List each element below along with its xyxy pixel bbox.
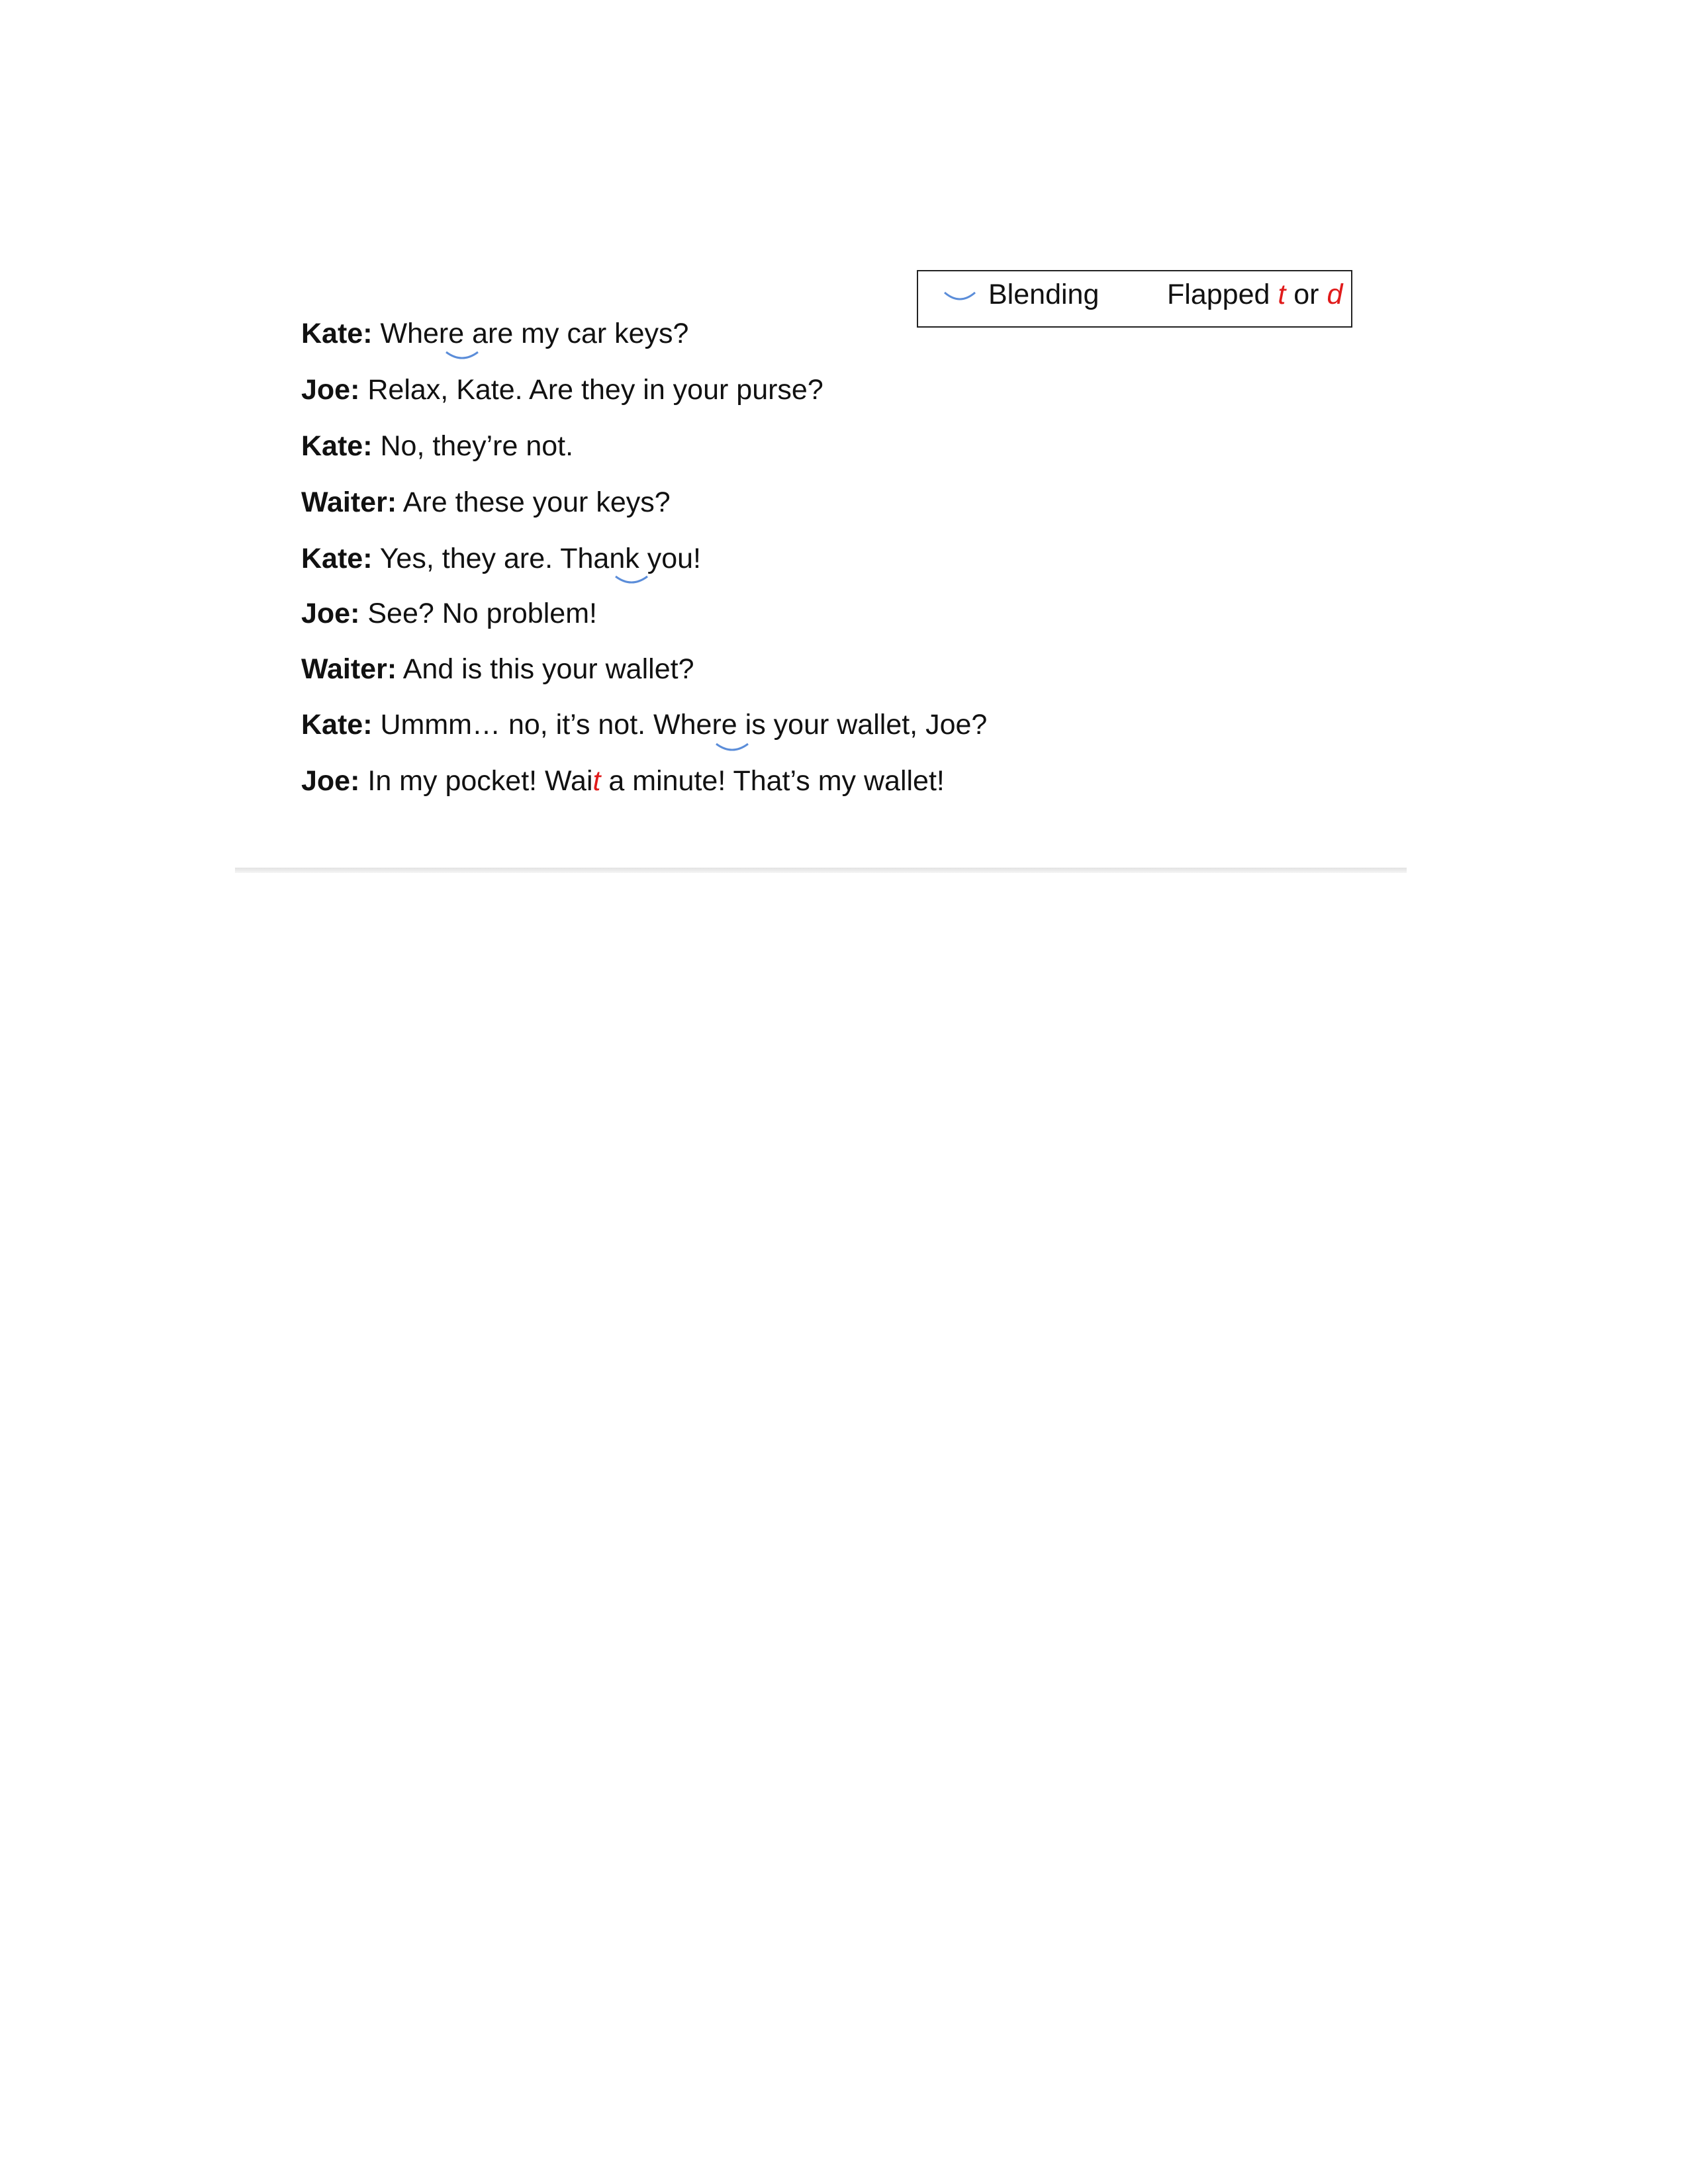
dialogue-line [301,482,671,522]
dialogue-line [301,426,573,466]
speaker-name: Joe: [301,765,360,797]
speaker-name: Waiter: [301,653,397,685]
speaker-name: Kate: [301,709,373,741]
line-text: Yes, they are. Thank you! [379,543,701,574]
legend-blending-label: Blending [988,279,1100,310]
speaker-name: Kate: [301,430,373,462]
blend-arc-icon [445,349,479,363]
page-bottom-edge [235,868,1407,873]
line-text: Relax, Kate. Are they in your purse? [367,374,823,406]
line-text-after: a minute! That’s my wallet! [600,765,945,797]
dialogue-line [301,370,823,410]
line-text: No, they’re not. [380,430,574,462]
legend-flapped-label [1167,271,1342,318]
speaker-name: Waiter: [301,486,397,518]
blend-arc-icon [943,289,976,304]
speaker-name: Kate: [301,318,373,349]
speaker-name: Joe: [301,598,360,629]
legend-flapped-or: or [1286,279,1327,310]
pronunciation-legend [917,270,1352,328]
dialogue-line [301,649,694,689]
dialogue-line [301,539,701,578]
line-text: Ummm… no, it’s not. Where is your wallet, Joe? [380,709,988,741]
blend-arc-icon [614,574,649,587]
line-text: And is this your wallet? [402,653,694,685]
dialogue-line [301,761,945,801]
line-text: See? No problem! [367,598,597,629]
legend-flapped-prefix: Flapped [1167,279,1278,310]
line-text-before: In my pocket! Wai [367,765,593,797]
blend-arc-icon [715,741,749,754]
flapped-t-letter: t [592,765,601,797]
legend-flapped-d: d [1327,279,1343,310]
speaker-name: Kate: [301,543,373,574]
legend-flapped-t: t [1278,279,1286,310]
dialogue-line [301,594,597,633]
line-text: Are these your keys? [402,486,671,518]
dialogue-line [301,314,688,353]
line-text: Where are my car keys? [380,318,689,349]
dialogue-line [301,705,987,745]
speaker-name: Joe: [301,374,360,406]
